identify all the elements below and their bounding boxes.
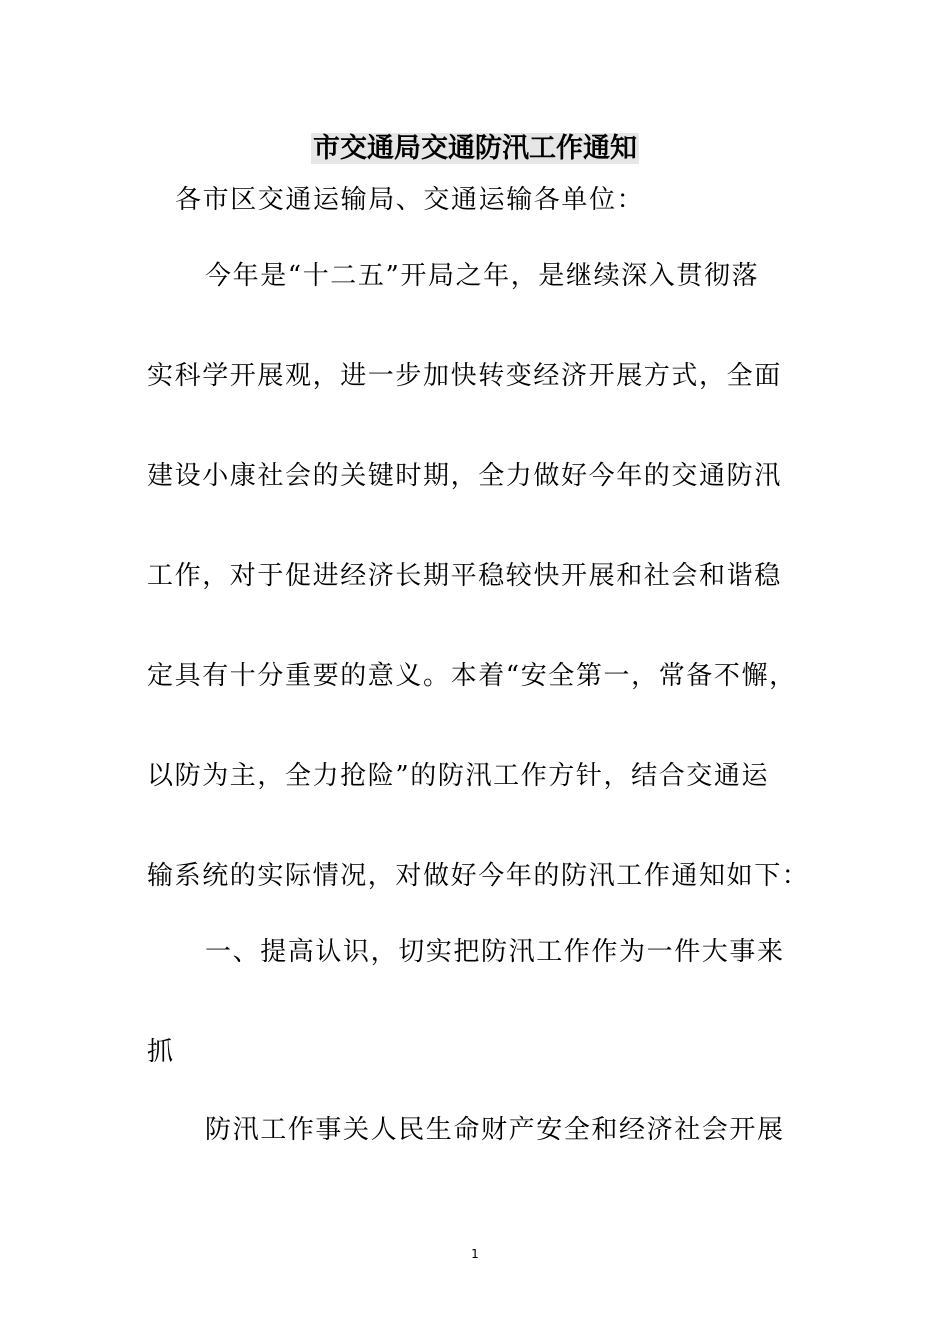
- paragraph-line-5: 定具有十分重要的意义。本着“安全第一，常备不懈，: [147, 661, 797, 691]
- paragraph-line-6: 以防为主，全力抢险”的防汛工作方针，结合交通运: [147, 761, 770, 791]
- paragraph-line-7: 输系统的实际情况，对做好今年的防汛工作通知如下：: [147, 861, 810, 891]
- paragraph-line-3: 建设小康社会的关键时期，全力做好今年的交通防汛: [147, 461, 782, 491]
- paragraph-line-4: 工作，对于促进经济长期平稳较快开展和社会和谐稳: [147, 561, 782, 591]
- document-title: [0, 131, 950, 167]
- paragraph-line-2: 实科学开展观，进一步加快转变经济开展方式，全面: [147, 361, 782, 391]
- section-heading-line-1: 一、提高认识，切实把防汛工作作为一件大事来: [205, 937, 785, 967]
- paragraph-line-8: 防汛工作事关人民生命财产安全和经济社会开展: [205, 1115, 785, 1145]
- section-heading-line-2: 抓: [147, 1037, 175, 1067]
- document-title-text: 市交通局交通防汛工作通知: [313, 133, 637, 164]
- page-number: 1: [471, 1247, 479, 1261]
- paragraph-line-1: 今年是“十二五”开局之年，是继续深入贯彻落: [205, 261, 760, 291]
- salutation: 各市区交通运输局、交通运输各单位：: [175, 185, 645, 215]
